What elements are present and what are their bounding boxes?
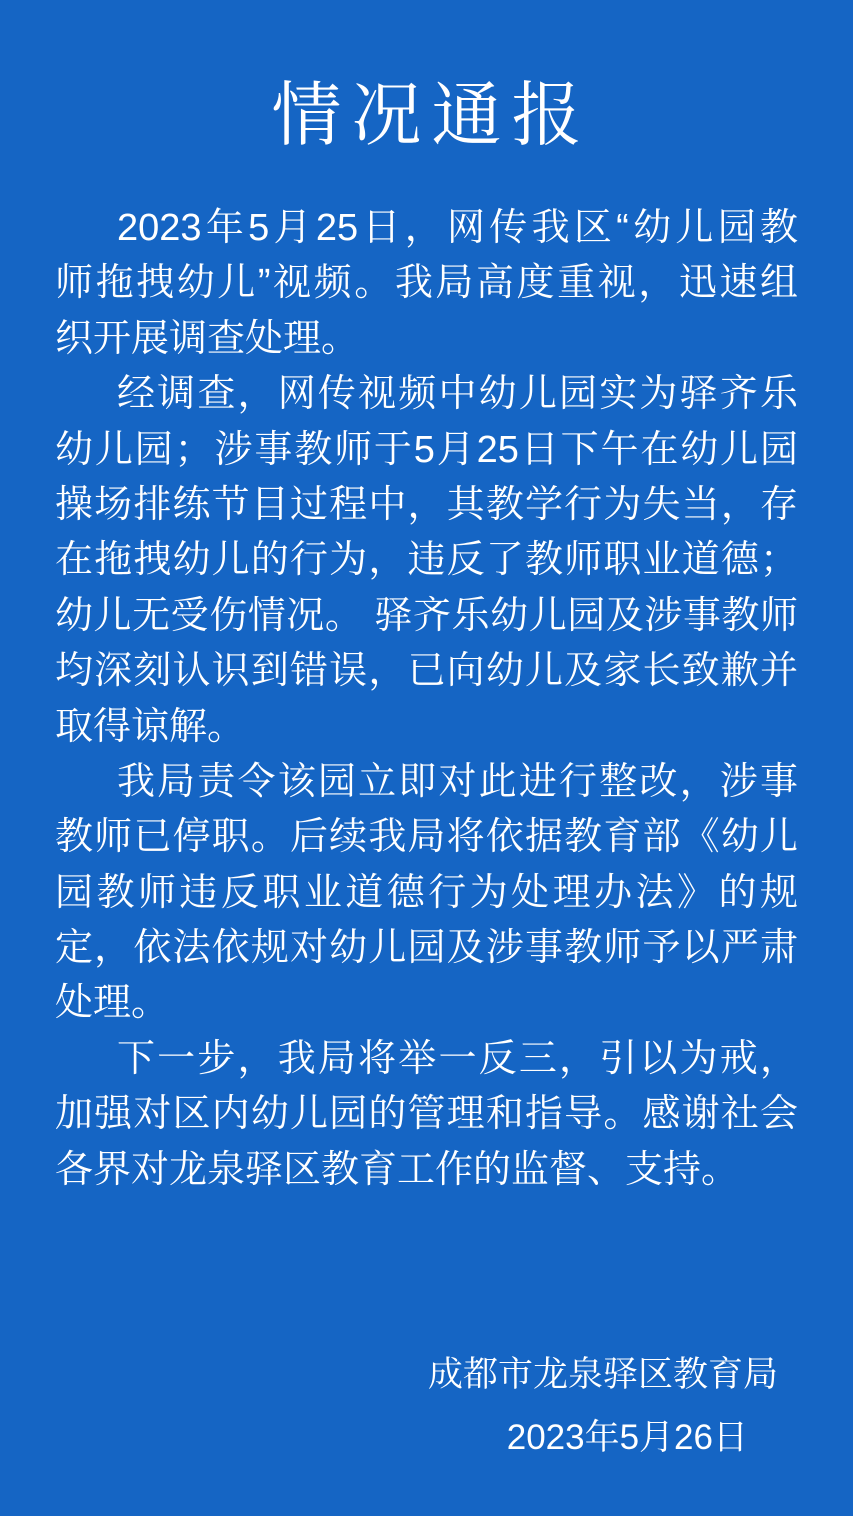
- signature-block: [0, 1343, 853, 1469]
- text-line: 各界对龙泉驿区教育工作的监督、支持。: [55, 1148, 740, 1191]
- text-line: 处理。: [55, 982, 170, 1025]
- paragraph: [55, 1032, 798, 1198]
- text-line: 经调查，网传视频中幼儿园实为驿齐乐: [117, 373, 798, 416]
- paragraph: [55, 755, 798, 1032]
- text-line: 加强对区内幼儿园的管理和指导。感谢社会: [55, 1093, 798, 1136]
- text-line: 园教师违反职业道德行为处理办法》的规: [55, 871, 798, 914]
- text-line: 操场排练节目过程中，其教学行为失当，存: [55, 483, 798, 526]
- text-line: 在拖拽幼儿的行为，违反了教师职业道德；: [55, 539, 798, 582]
- paragraph: [55, 367, 798, 755]
- text-line: 幼儿园；涉事教师于5月25日下午在幼儿园: [55, 428, 798, 471]
- text-line: 2023年5月25日，网传我区“幼儿园教: [117, 207, 798, 249]
- notice-title: 情况通报: [271, 76, 592, 154]
- text-line: 织开展调查处理。: [55, 317, 360, 360]
- text-line: 教师已停职。后续我局将依据教育部《幼儿: [55, 816, 798, 859]
- text-line: 师拖拽幼儿”视频。我局高度重视，迅速组: [55, 262, 798, 305]
- notice-body: [55, 201, 798, 1198]
- text-line: 下一步，我局将举一反三，引以为戒，: [117, 1037, 798, 1080]
- signature-date: 2023年5月26日: [506, 1418, 748, 1458]
- text-line: 均深刻认识到错误，已向幼儿及家长致歉并: [55, 650, 798, 693]
- signature-issuer: 成都市龙泉驿区教育局: [427, 1355, 778, 1395]
- text-line: 我局责令该园立即对此进行整改，涉事: [117, 760, 798, 803]
- text-line: 幼儿无受伤情况。 驿齐乐幼儿园及涉事教师: [55, 594, 798, 637]
- text-line: 定，依法依规对幼儿园及涉事教师予以严肃: [55, 927, 798, 970]
- text-line: 取得谅解。: [55, 705, 246, 748]
- paragraph: [55, 201, 798, 367]
